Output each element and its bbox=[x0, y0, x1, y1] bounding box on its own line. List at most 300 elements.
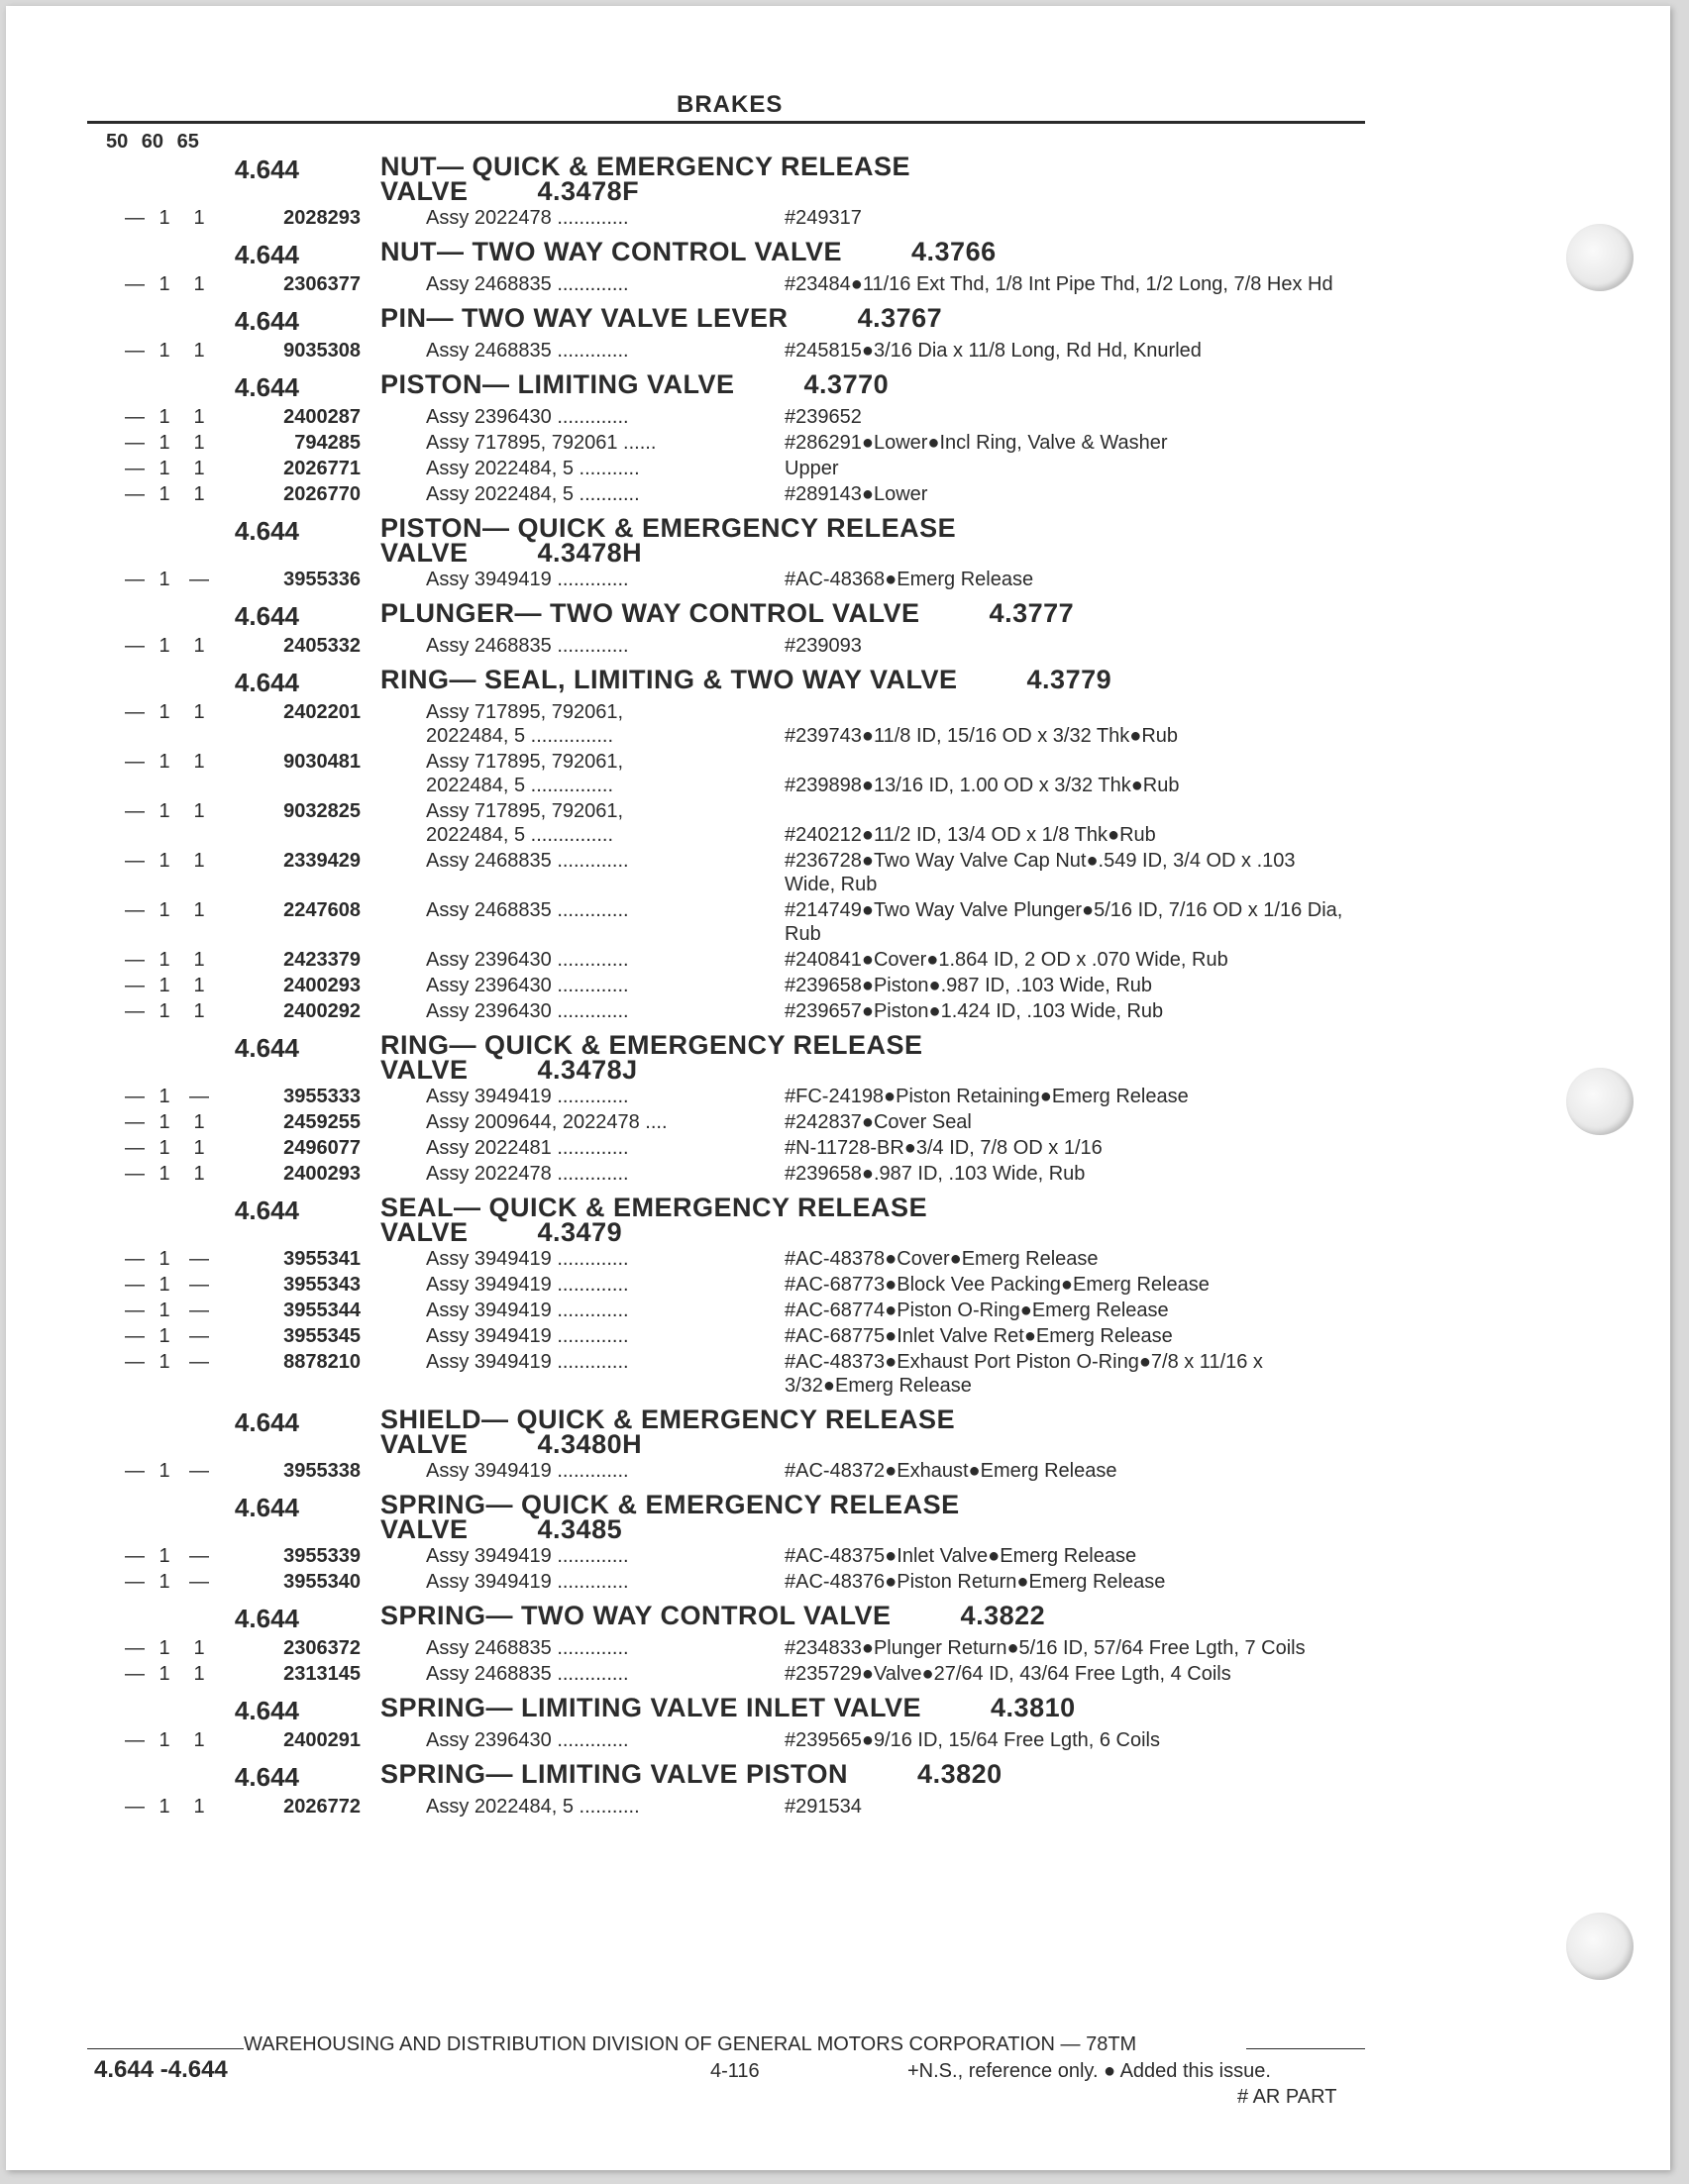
part-number: 3955341 bbox=[283, 1248, 361, 1270]
section-ref-number: 4.3822 bbox=[960, 1601, 1046, 1630]
year-65-qty: 1 bbox=[193, 635, 205, 657]
year-50-qty: — bbox=[125, 569, 145, 590]
year-60-qty: 1 bbox=[158, 800, 170, 822]
year-65-qty: 1 bbox=[193, 701, 205, 723]
year-60-qty: 1 bbox=[158, 458, 170, 479]
year-50-qty: — bbox=[125, 1248, 145, 1270]
assembly-ref: Assy 2468835 ............. bbox=[426, 899, 629, 921]
footer-division: WAREHOUSING AND DISTRIBUTION DIVISION OF GENERAL MOTORS CORPORATION — 78TM bbox=[244, 2033, 1137, 2055]
assembly-ref: Assy 2468835 ............. bbox=[426, 635, 629, 657]
part-row bbox=[6, 431, 1670, 455]
part-number: 794285 bbox=[294, 432, 361, 454]
section-title-line2: VALVE bbox=[380, 1055, 469, 1085]
section-ref-number: 4.3820 bbox=[917, 1759, 1003, 1789]
part-number: 2400293 bbox=[283, 1163, 361, 1185]
year-60-qty: 1 bbox=[158, 701, 170, 723]
section-header bbox=[6, 1601, 1670, 1634]
part-description: #291534 bbox=[785, 1796, 862, 1818]
catalog-page bbox=[6, 6, 1670, 2170]
part-number: 2423379 bbox=[283, 949, 361, 971]
section-title bbox=[380, 1601, 1046, 1634]
assembly-ref: Assy 3949419 ............. bbox=[426, 1545, 629, 1567]
part-number: 3955338 bbox=[283, 1460, 361, 1482]
part-description: #23484●11/16 Ext Thd, 1/8 Int Pipe Thd, 1/2 Long, 7/8 Hex Hd bbox=[785, 273, 1333, 295]
part-description: #239093 bbox=[785, 635, 862, 657]
assembly-ref: Assy 717895, 792061, 2022484, 5 ............... bbox=[426, 701, 624, 747]
year-65-qty: 1 bbox=[193, 1137, 205, 1159]
year-65-qty: — bbox=[189, 1300, 209, 1321]
assembly-ref: Assy 2396430 ............. bbox=[426, 975, 629, 996]
year-65-qty: — bbox=[189, 1086, 209, 1107]
part-description: #239743●11/8 ID, 15/16 OD x 3/32 Thk●Rub bbox=[785, 725, 1179, 747]
part-number: 2400292 bbox=[283, 1000, 361, 1022]
assembly-ref: Assy 2468835 ............. bbox=[426, 273, 629, 295]
part-description: #234833●Plunger Return●5/16 ID, 57/64 Free Lgth, 7 Coils bbox=[785, 1637, 1306, 1659]
assembly-ref: Assy 2022484, 5 ........... bbox=[426, 483, 640, 505]
part-number: 2028293 bbox=[283, 207, 361, 229]
section-number: 4.644 bbox=[234, 1196, 299, 1225]
year-65-qty: 1 bbox=[193, 1637, 205, 1659]
section-title-line1: PIN— TWO WAY VALVE LEVER bbox=[380, 303, 789, 333]
year-65-qty: 1 bbox=[193, 850, 205, 872]
section-header bbox=[6, 369, 1670, 403]
year-65-qty: 1 bbox=[193, 899, 205, 921]
section-ref-number: 4.3478H bbox=[537, 538, 643, 568]
assembly-ref: Assy 2022478 ............. bbox=[426, 207, 629, 229]
year-50-qty: — bbox=[125, 1663, 145, 1685]
section-header bbox=[6, 1693, 1670, 1726]
year-50-qty: — bbox=[125, 483, 145, 505]
assembly-ref: Assy 2468835 ............. bbox=[426, 850, 629, 872]
part-row bbox=[6, 948, 1670, 972]
section-number: 4.644 bbox=[234, 372, 299, 402]
assembly-ref: Assy 2022478 ............. bbox=[426, 1163, 629, 1185]
part-row bbox=[6, 898, 1670, 946]
assembly-ref: Assy 3949419 ............. bbox=[426, 1325, 629, 1347]
section-title-line1: SPRING— QUICK & EMERGENCY RELEASE bbox=[380, 1490, 960, 1519]
part-number: 2400287 bbox=[283, 406, 361, 428]
section-title-line1: SEAL— QUICK & EMERGENCY RELEASE bbox=[380, 1193, 928, 1222]
part-number: 9032825 bbox=[283, 800, 361, 822]
year-65-qty: — bbox=[189, 1571, 209, 1593]
part-number: 3955336 bbox=[283, 569, 361, 590]
binder-hole bbox=[1566, 224, 1634, 291]
year-50-qty: — bbox=[125, 975, 145, 996]
section-title bbox=[380, 303, 943, 337]
part-description: #239657●Piston●1.424 ID, .103 Wide, Rub bbox=[785, 1000, 1164, 1022]
year-65-qty: 1 bbox=[193, 406, 205, 428]
part-description: #AC-68775●Inlet Valve Ret●Emerg Release bbox=[785, 1325, 1173, 1347]
assembly-ref: Assy 2396430 ............. bbox=[426, 1000, 629, 1022]
year-65-qty: 1 bbox=[193, 1729, 205, 1751]
part-number: 8878210 bbox=[283, 1351, 361, 1373]
year-60-qty: 1 bbox=[158, 635, 170, 657]
part-number: 2026771 bbox=[283, 458, 361, 479]
section-ref-number: 4.3479 bbox=[537, 1217, 623, 1247]
section-ref-number: 4.3770 bbox=[803, 369, 890, 399]
section-title-line1: PLUNGER— TWO WAY CONTROL VALVE bbox=[380, 598, 920, 628]
year-60-qty: 1 bbox=[158, 207, 170, 229]
year-50-qty: — bbox=[125, 1796, 145, 1818]
year-50-qty: — bbox=[125, 635, 145, 657]
part-row bbox=[6, 1544, 1670, 1568]
year-60-qty: 1 bbox=[158, 1086, 170, 1107]
part-row bbox=[6, 272, 1670, 296]
footer-rule-left bbox=[87, 2048, 244, 2049]
footer-ar-part: # AR PART bbox=[1237, 2086, 1337, 2108]
section-header bbox=[6, 1404, 1670, 1459]
part-number: 2247608 bbox=[283, 899, 361, 921]
section-header bbox=[6, 598, 1670, 632]
part-description: #240212●11/2 ID, 13/4 OD x 1/8 Thk●Rub bbox=[785, 824, 1156, 846]
year-65-qty: 1 bbox=[193, 340, 205, 362]
assembly-ref: Assy 3949419 ............. bbox=[426, 1460, 629, 1482]
part-description: #236728●Two Way Valve Cap Nut●.549 ID, 3/4 OD x .103 Wide, Rub bbox=[785, 850, 1302, 895]
year-65-qty: 1 bbox=[193, 949, 205, 971]
assembly-ref: Assy 717895, 792061, 2022484, 5 ............... bbox=[426, 800, 624, 846]
section-title bbox=[380, 1490, 960, 1544]
part-row bbox=[6, 1273, 1670, 1297]
year-60-qty: 1 bbox=[158, 1325, 170, 1347]
section-number: 4.644 bbox=[234, 601, 299, 631]
part-row bbox=[6, 1570, 1670, 1594]
part-description: #214749●Two Way Valve Plunger●5/16 ID, 7/16 OD x 1/16 Dia, Rub bbox=[785, 899, 1348, 945]
year-65-qty: 1 bbox=[193, 432, 205, 454]
section-header bbox=[6, 303, 1670, 337]
section-ref-number: 4.3777 bbox=[989, 598, 1075, 628]
year-60-qty: 1 bbox=[158, 1163, 170, 1185]
year-50-qty: — bbox=[125, 899, 145, 921]
year-60-qty: 1 bbox=[158, 1351, 170, 1373]
part-description: #AC-48373●Exhaust Port Piston O-Ring●7/8 x 11/16 x 3/32●Emerg Release bbox=[785, 1351, 1269, 1397]
section-header bbox=[6, 237, 1670, 270]
part-number: 2026772 bbox=[283, 1796, 361, 1818]
part-row bbox=[6, 849, 1670, 896]
part-row bbox=[6, 568, 1670, 591]
year-60-qty: 1 bbox=[158, 340, 170, 362]
year-65-qty: 1 bbox=[193, 975, 205, 996]
section-title bbox=[380, 1193, 928, 1247]
section-title-line1: RING— SEAL, LIMITING & TWO WAY VALVE bbox=[380, 665, 958, 694]
part-description: #AC-48378●Cover●Emerg Release bbox=[785, 1248, 1099, 1270]
part-description: #AC-68774●Piston O-Ring●Emerg Release bbox=[785, 1300, 1169, 1321]
part-description: #FC-24198●Piston Retaining●Emerg Release bbox=[785, 1086, 1189, 1107]
year-60-qty: 1 bbox=[158, 850, 170, 872]
section-number: 4.644 bbox=[234, 1493, 299, 1522]
year-50-qty: — bbox=[125, 949, 145, 971]
year-50-qty: — bbox=[125, 800, 145, 822]
part-number: 3955344 bbox=[283, 1300, 361, 1321]
year-60-qty: 1 bbox=[158, 1545, 170, 1567]
section-number: 4.644 bbox=[234, 1762, 299, 1792]
part-number: 9035308 bbox=[283, 340, 361, 362]
year-65-qty: — bbox=[189, 569, 209, 590]
part-row bbox=[6, 1162, 1670, 1186]
part-number: 2459255 bbox=[283, 1111, 361, 1133]
section-title-line1: SHIELD— QUICK & EMERGENCY RELEASE bbox=[380, 1404, 956, 1434]
year-60-qty: 1 bbox=[158, 1729, 170, 1751]
section-header bbox=[6, 1030, 1670, 1085]
parts-list bbox=[6, 145, 1670, 1819]
section-title-line1: RING— QUICK & EMERGENCY RELEASE bbox=[380, 1030, 923, 1060]
section-title bbox=[380, 598, 1075, 632]
year-60-qty: 1 bbox=[158, 406, 170, 428]
footer-note: +N.S., reference only. ● Added this issue. bbox=[907, 2060, 1271, 2082]
part-number: 3955333 bbox=[283, 1086, 361, 1107]
section-number: 4.644 bbox=[234, 668, 299, 697]
part-description: #286291●Lower●Incl Ring, Valve & Washer bbox=[785, 432, 1168, 454]
year-60-qty: 1 bbox=[158, 1248, 170, 1270]
binder-hole bbox=[1566, 1913, 1634, 1980]
section-title-line2: VALVE bbox=[380, 1514, 469, 1544]
section-title-line1: SPRING— TWO WAY CONTROL VALVE bbox=[380, 1601, 892, 1630]
year-60-qty: 1 bbox=[158, 1137, 170, 1159]
part-row bbox=[6, 750, 1670, 797]
part-row bbox=[6, 1299, 1670, 1322]
part-row bbox=[6, 1136, 1670, 1160]
year-50-qty: — bbox=[125, 207, 145, 229]
assembly-ref: Assy 3949419 ............. bbox=[426, 1086, 629, 1107]
year-60-qty: 1 bbox=[158, 1663, 170, 1685]
year-65-qty: — bbox=[189, 1325, 209, 1347]
section-ref-number: 4.3480H bbox=[537, 1429, 643, 1459]
part-number: 3955340 bbox=[283, 1571, 361, 1593]
assembly-ref: Assy 3949419 ............. bbox=[426, 1351, 629, 1373]
year-50-qty: — bbox=[125, 1086, 145, 1107]
section-title bbox=[380, 513, 957, 568]
section-title-line2: VALVE bbox=[380, 1217, 469, 1247]
section-ref-number: 4.3779 bbox=[1026, 665, 1112, 694]
part-row bbox=[6, 700, 1670, 748]
year-65-qty: — bbox=[189, 1351, 209, 1373]
part-number: 2339429 bbox=[283, 850, 361, 872]
section-header bbox=[6, 1759, 1670, 1793]
section-header bbox=[6, 513, 1670, 568]
part-number: 2402201 bbox=[283, 701, 361, 723]
year-50-qty: — bbox=[125, 406, 145, 428]
assembly-ref: Assy 3949419 ............. bbox=[426, 569, 629, 590]
section-title bbox=[380, 1404, 956, 1459]
year-65-qty: 1 bbox=[193, 751, 205, 773]
year-60-qty: 1 bbox=[158, 751, 170, 773]
section-number: 4.644 bbox=[234, 155, 299, 184]
part-description: #240841●Cover●1.864 ID, 2 OD x .070 Wide, Rub bbox=[785, 949, 1228, 971]
part-row bbox=[6, 1795, 1670, 1819]
year-65-qty: — bbox=[189, 1545, 209, 1567]
section-ref-number: 4.3766 bbox=[911, 237, 997, 266]
section-number: 4.644 bbox=[234, 1604, 299, 1633]
section-title bbox=[380, 1759, 1003, 1793]
section-header bbox=[6, 665, 1670, 698]
year-50-qty: — bbox=[125, 1274, 145, 1296]
assembly-ref: Assy 3949419 ............. bbox=[426, 1571, 629, 1593]
part-number: 2405332 bbox=[283, 635, 361, 657]
part-number: 9030481 bbox=[283, 751, 361, 773]
section-title bbox=[380, 665, 1112, 698]
part-number: 2306377 bbox=[283, 273, 361, 295]
part-description: #239658●.987 ID, .103 Wide, Rub bbox=[785, 1163, 1086, 1185]
part-description: #242837●Cover Seal bbox=[785, 1111, 972, 1133]
year-50-qty: — bbox=[125, 1460, 145, 1482]
year-50-qty: — bbox=[125, 273, 145, 295]
part-row bbox=[6, 1085, 1670, 1108]
footer-rule-right bbox=[1246, 2048, 1365, 2049]
assembly-ref: Assy 2396430 ............. bbox=[426, 406, 629, 428]
part-number: 2496077 bbox=[283, 1137, 361, 1159]
part-row bbox=[6, 974, 1670, 997]
section-header bbox=[6, 1490, 1670, 1544]
part-row bbox=[6, 1636, 1670, 1660]
section-ref-number: 4.3478F bbox=[537, 176, 640, 206]
year-50-qty: — bbox=[125, 340, 145, 362]
part-description: #249317 bbox=[785, 207, 862, 229]
section-title-line1: PISTON— LIMITING VALVE bbox=[380, 369, 735, 399]
assembly-ref: Assy 3949419 ............. bbox=[426, 1274, 629, 1296]
part-row bbox=[6, 482, 1670, 506]
section-header bbox=[6, 1193, 1670, 1247]
year-50-qty: — bbox=[125, 1729, 145, 1751]
part-number: 3955345 bbox=[283, 1325, 361, 1347]
year-65-qty: 1 bbox=[193, 483, 205, 505]
part-description: #AC-48368●Emerg Release bbox=[785, 569, 1034, 590]
year-50-qty: — bbox=[125, 1571, 145, 1593]
year-60-qty: 1 bbox=[158, 1300, 170, 1321]
section-ref-number: 4.3810 bbox=[991, 1693, 1076, 1722]
year-50-qty: — bbox=[125, 701, 145, 723]
part-row bbox=[6, 999, 1670, 1023]
header-rule bbox=[87, 121, 1365, 124]
section-title bbox=[380, 1693, 1076, 1726]
year-60-qty: 1 bbox=[158, 1274, 170, 1296]
assembly-ref: Assy 3949419 ............. bbox=[426, 1300, 629, 1321]
year-50-qty: — bbox=[125, 1300, 145, 1321]
year-65-qty: 1 bbox=[193, 273, 205, 295]
year-60-qty: 1 bbox=[158, 975, 170, 996]
year-60-qty: 1 bbox=[158, 273, 170, 295]
part-row bbox=[6, 339, 1670, 363]
year-50-qty: — bbox=[125, 1000, 145, 1022]
year-50-qty: — bbox=[125, 1163, 145, 1185]
year-60-qty: 1 bbox=[158, 1637, 170, 1659]
section-title-line1: PISTON— QUICK & EMERGENCY RELEASE bbox=[380, 513, 957, 543]
year-50-qty: — bbox=[125, 1545, 145, 1567]
part-description: #AC-48375●Inlet Valve●Emerg Release bbox=[785, 1545, 1137, 1567]
part-number: 3955339 bbox=[283, 1545, 361, 1567]
part-number: 2026770 bbox=[283, 483, 361, 505]
part-description: Upper bbox=[785, 458, 839, 479]
part-description: #N-11728-BR●3/4 ID, 7/8 OD x 1/16 bbox=[785, 1137, 1103, 1159]
year-60-qty: 1 bbox=[158, 1460, 170, 1482]
assembly-ref: Assy 2396430 ............. bbox=[426, 1729, 629, 1751]
section-number: 4.644 bbox=[234, 1033, 299, 1063]
year-60-qty: 1 bbox=[158, 1571, 170, 1593]
section-number: 4.644 bbox=[234, 240, 299, 269]
year-65-qty: — bbox=[189, 1274, 209, 1296]
year-columns-header: 50 60 65 bbox=[106, 131, 199, 153]
part-row bbox=[6, 1728, 1670, 1752]
part-description: #AC-48376●Piston Return●Emerg Release bbox=[785, 1571, 1166, 1593]
assembly-ref: Assy 2468835 ............. bbox=[426, 340, 629, 362]
year-65-qty: 1 bbox=[193, 1796, 205, 1818]
year-50-qty: — bbox=[125, 1637, 145, 1659]
section-title-line1: SPRING— LIMITING VALVE INLET VALVE bbox=[380, 1693, 922, 1722]
year-60-qty: 1 bbox=[158, 949, 170, 971]
part-row bbox=[6, 1324, 1670, 1348]
part-row bbox=[6, 1459, 1670, 1483]
section-title bbox=[380, 237, 997, 270]
section-number: 4.644 bbox=[234, 1696, 299, 1725]
year-65-qty: 1 bbox=[193, 800, 205, 822]
year-60-qty: 1 bbox=[158, 569, 170, 590]
year-65-qty: 1 bbox=[193, 207, 205, 229]
section-title bbox=[380, 152, 911, 206]
part-number: 2400291 bbox=[283, 1729, 361, 1751]
part-number: 2306372 bbox=[283, 1637, 361, 1659]
year-65-qty: — bbox=[189, 1460, 209, 1482]
part-row bbox=[6, 799, 1670, 847]
part-row bbox=[6, 634, 1670, 658]
year-60-qty: 1 bbox=[158, 483, 170, 505]
assembly-ref: Assy 2396430 ............. bbox=[426, 949, 629, 971]
section-title-line1: NUT— QUICK & EMERGENCY RELEASE bbox=[380, 152, 911, 181]
section-title-line2: VALVE bbox=[380, 1429, 469, 1459]
year-60-qty: 1 bbox=[158, 1111, 170, 1133]
section-title-line1: SPRING— LIMITING VALVE PISTON bbox=[380, 1759, 849, 1789]
section-number: 4.644 bbox=[234, 1407, 299, 1437]
part-row bbox=[6, 206, 1670, 230]
year-65-qty: 1 bbox=[193, 1000, 205, 1022]
section-title-line2: VALVE bbox=[380, 176, 469, 206]
year-50-qty: — bbox=[125, 850, 145, 872]
page-title: BRAKES bbox=[677, 91, 784, 118]
year-60-qty: 1 bbox=[158, 899, 170, 921]
year-50-qty: — bbox=[125, 1137, 145, 1159]
part-description: #239652 bbox=[785, 406, 862, 428]
year-50-qty: — bbox=[125, 751, 145, 773]
part-description: #289143●Lower bbox=[785, 483, 928, 505]
part-description: #239565●9/16 ID, 15/64 Free Lgth, 6 Coils bbox=[785, 1729, 1160, 1751]
assembly-ref: Assy 3949419 ............. bbox=[426, 1248, 629, 1270]
section-title-line2: VALVE bbox=[380, 538, 469, 568]
section-number: 4.644 bbox=[234, 516, 299, 546]
assembly-ref: Assy 717895, 792061, 2022484, 5 ............... bbox=[426, 751, 624, 796]
footer-range: 4.644 -4.644 bbox=[94, 2056, 228, 2083]
year-65-qty: 1 bbox=[193, 1163, 205, 1185]
year-65-qty: 1 bbox=[193, 1111, 205, 1133]
part-row bbox=[6, 1662, 1670, 1686]
part-description: #AC-68773●Block Vee Packing●Emerg Release bbox=[785, 1274, 1210, 1296]
year-50-qty: — bbox=[125, 1351, 145, 1373]
section-ref-number: 4.3767 bbox=[857, 303, 943, 333]
year-50-qty: — bbox=[125, 458, 145, 479]
year-65-qty: 1 bbox=[193, 1663, 205, 1685]
assembly-ref: Assy 2022481 ............. bbox=[426, 1137, 629, 1159]
year-50-qty: — bbox=[125, 1111, 145, 1133]
part-row bbox=[6, 457, 1670, 480]
section-title-line1: NUT— TWO WAY CONTROL VALVE bbox=[380, 237, 843, 266]
year-60-qty: 1 bbox=[158, 1796, 170, 1818]
part-number: 2313145 bbox=[283, 1663, 361, 1685]
section-header bbox=[6, 152, 1670, 206]
part-row bbox=[6, 405, 1670, 429]
part-row bbox=[6, 1110, 1670, 1134]
page-number: 4-116 bbox=[710, 2060, 760, 2082]
assembly-ref: Assy 2022484, 5 ........... bbox=[426, 1796, 640, 1818]
part-description: #239898●13/16 ID, 1.00 OD x 3/32 Thk●Rub bbox=[785, 775, 1180, 796]
part-description: #239658●Piston●.987 ID, .103 Wide, Rub bbox=[785, 975, 1153, 996]
part-number: 3955343 bbox=[283, 1274, 361, 1296]
section-ref-number: 4.3478J bbox=[537, 1055, 638, 1085]
